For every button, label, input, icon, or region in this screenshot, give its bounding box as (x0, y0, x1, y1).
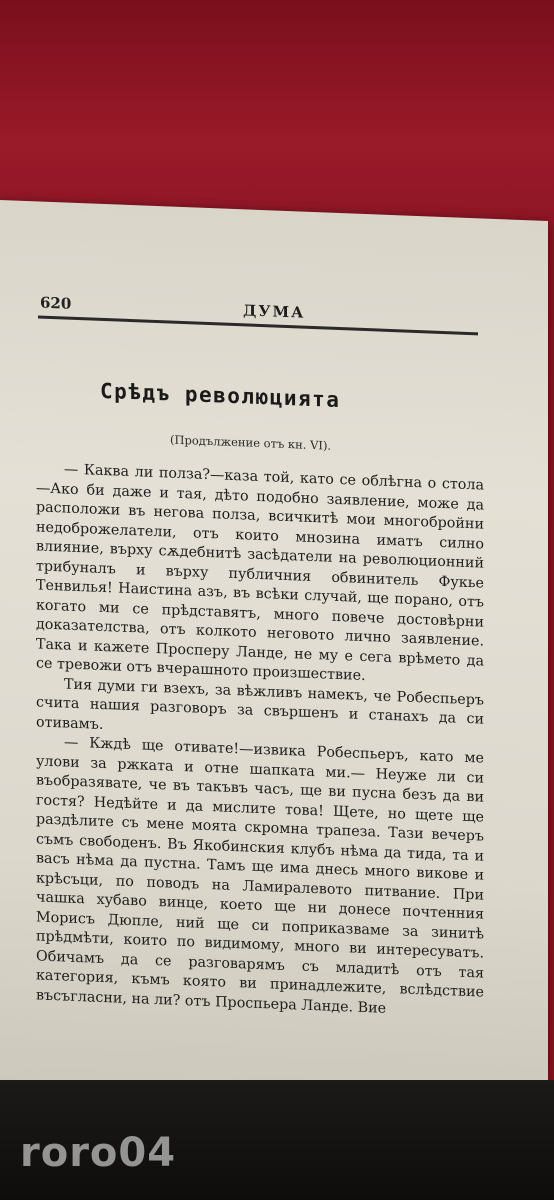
article-body (36, 459, 484, 1022)
paragraph: Тия думи ги взехъ, за вѣжливъ намекъ, че Робеспьеръ счита нашия разговоръ за свършенъ и станахъ да си отивамъ. (36, 675, 484, 733)
paragraph: — Каква ли полза?—каза той, като се облѣгна о стола—Ако би даже и тая, дѣто подобно заявление, може да расположи въ негова полза, всичкитѣ мои многобройни недоброжелатели, отъ които мнозина иматъ силно влияние, върху сѫдебнитѣ засѣдатели на революционний трибуналъ и върху публичния обвинитель Фукье Тенвилья! Наистина азъ, въ всѣки случай, ще порано, отъ когато ми се прѣдставятъ, много повече достовѣрни доказателства, отъ колкото неговото лично заявление. Така и кажете Просперу Ланде, не му е сега врѣмето да се тревожи отъ вчерашното произшествие. (36, 461, 484, 685)
watermark: roro04 (20, 1130, 177, 1176)
book-page (0, 200, 548, 1151)
paragraph: — Кждѣ ще отивате!—извика Робеспьеръ, като ме улови за ржката и отне шапката ми.— Неуже ли си въобразявате, че въ такъвъ часъ, ще ви пусна безъ да ви гостя? Недѣйте и да мислите това! Щете, но щете ще раздѣлите съ мене моята скромна трапеза. Тази вечеръ съмъ свободенъ. Въ Якобинския клубъ нѣма да тида, та и васъ нѣма да пустна. Тамъ ще има днесь много викове и крѣсъци, по поводъ на Ламиралевото питвание. При чашка хубаво винце, което ще ни донесе почтенния Морисъ Дюпле, ний ще си поприказваме за зинитѣ прѣдмѣти, които по видимому, много ви интересуватъ. Обичамъ да се разговарямъ съ младитѣ отъ тая категория, къмъ която ви принадлежите, вслѣдствие въсъгласни, на ли? отъ Проспьера Ланде. Вие (36, 734, 484, 1017)
page-number: 620 (40, 293, 72, 313)
page-header (38, 293, 478, 340)
article-subtitle: (Продължение отъ кн. VI). (170, 432, 332, 453)
article-title: Срѣдъ революцията (100, 378, 341, 413)
running-title: ДУМА (243, 301, 306, 322)
